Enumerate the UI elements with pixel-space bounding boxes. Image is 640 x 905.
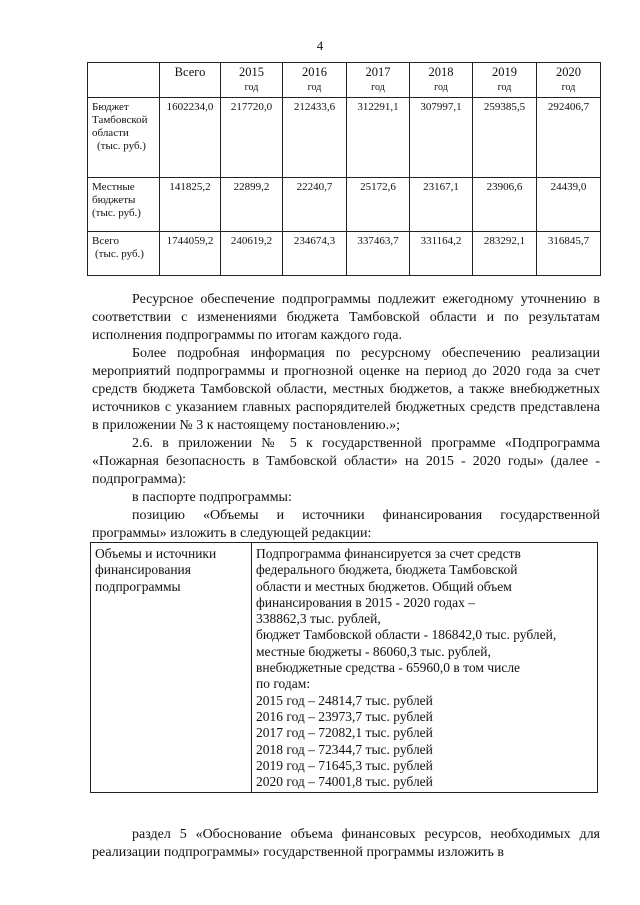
header-year: 2020 год bbox=[537, 63, 601, 98]
cell-value: 234674,3 bbox=[283, 232, 347, 276]
cell-value: 240619,2 bbox=[221, 232, 283, 276]
row-label: Местные бюджеты (тыс. руб.) bbox=[88, 178, 160, 232]
cell-value: 24439,0 bbox=[537, 178, 601, 232]
passport-row bbox=[91, 543, 598, 793]
cell-value: 331164,2 bbox=[410, 232, 473, 276]
paragraph-passport-intro: в паспорте подпрограммы: bbox=[132, 490, 292, 505]
paragraph-position-statement: позицию «Объемы и источники финансирования государственной программы» изложить в следующей редакции: bbox=[92, 508, 600, 541]
header-total: Всего bbox=[160, 63, 221, 98]
cell-value: 141825,2 bbox=[160, 178, 221, 232]
page-number: 4 bbox=[316, 38, 324, 53]
cell-value: 292406,7 bbox=[537, 98, 601, 178]
header-year: 2018 год bbox=[410, 63, 473, 98]
header-year: 2016 год bbox=[283, 63, 347, 98]
cell-value: 283292,1 bbox=[473, 232, 537, 276]
cell-value: 22899,2 bbox=[221, 178, 283, 232]
header-empty-cell bbox=[88, 63, 160, 98]
table-header-row bbox=[88, 63, 601, 98]
cell-value: 1744059,2 bbox=[160, 232, 221, 276]
paragraph-amendment: 2.6. в приложении № 5 к государственной программе «Подпрограмма «Пожарная безопасность в Тамбовской области» на 2015 - 2020 годы» (далее - подпрограмма): bbox=[92, 436, 600, 487]
row-label: Всего (тыс. руб.) bbox=[88, 232, 160, 276]
row-label: Бюджет Тамбовской области (тыс. руб.) bbox=[88, 98, 160, 178]
cell-value: 23167,1 bbox=[410, 178, 473, 232]
cell-value: 337463,7 bbox=[347, 232, 410, 276]
paragraph-section-5: раздел 5 «Обоснование объема финансовых ресурсов, необходимых для реализации подпрограммы» государственной программы изложить в bbox=[92, 827, 600, 860]
header-year: 2015 год bbox=[221, 63, 283, 98]
header-year: 2019 год bbox=[473, 63, 537, 98]
cell-value: 316845,7 bbox=[537, 232, 601, 276]
cell-value: 259385,5 bbox=[473, 98, 537, 178]
header-year: 2017 год bbox=[347, 63, 410, 98]
cell-value: 25172,6 bbox=[347, 178, 410, 232]
cell-value: 217720,0 bbox=[221, 98, 283, 178]
cell-value: 1602234,0 bbox=[160, 98, 221, 178]
cell-value: 212433,6 bbox=[283, 98, 347, 178]
passport-right-cell: Подпрограмма финансируется за счет средств федерального бюджета, бюджета Тамбовской области и местных бюджетов. Общий объем финансирования в 2015 - 2020 годах – 338862,3 тыс. рублей, бюджет Тамбовской области - 186842,0 тыс. рублей, местные бюджеты - 86060,3 тыс. рублей, внебюджетные средства - 65960,0 в том числе по годам: 2015 год – 24814,7 тыс. рублей 2016 год – 23973,7 тыс. рублей 2017 год – 72082,1 тыс. рублей 2018 год – 72344,7 тыс. рублей 2019 год – 71645,3 тыс. рублей 2020 год – 74001,8 тыс. рублей bbox=[252, 543, 598, 793]
passport-table bbox=[90, 542, 598, 793]
cell-value: 23906,6 bbox=[473, 178, 537, 232]
table-row-regional-budget bbox=[88, 98, 601, 178]
finance-table bbox=[87, 62, 601, 276]
paragraph-resource-support: Ресурсное обеспечение подпрограммы подлежит ежегодному уточнению в соответствии с изменениями бюджета Тамбовской области и по результатам исполнения подпрограммы по итогам каждого года. bbox=[92, 292, 600, 343]
passport-left-cell: Объемы и источники финансирования подпрограммы bbox=[91, 543, 252, 793]
table-row-total bbox=[88, 232, 601, 276]
cell-value: 307997,1 bbox=[410, 98, 473, 178]
paragraph-detailed-info: Более подробная информация по ресурсному обеспечению реализации мероприятий подпрограммы и прогнозной оценке на период до 2020 года за счет средств бюджета Тамбовской области, местных бюджетов, а также внебюджетных источников с указанием главных распорядителей бюджетных средств представлена в приложении № 3 к настоящему постановлению.»; bbox=[92, 346, 600, 433]
table-row-local-budgets bbox=[88, 178, 601, 232]
cell-value: 22240,7 bbox=[283, 178, 347, 232]
cell-value: 312291,1 bbox=[347, 98, 410, 178]
